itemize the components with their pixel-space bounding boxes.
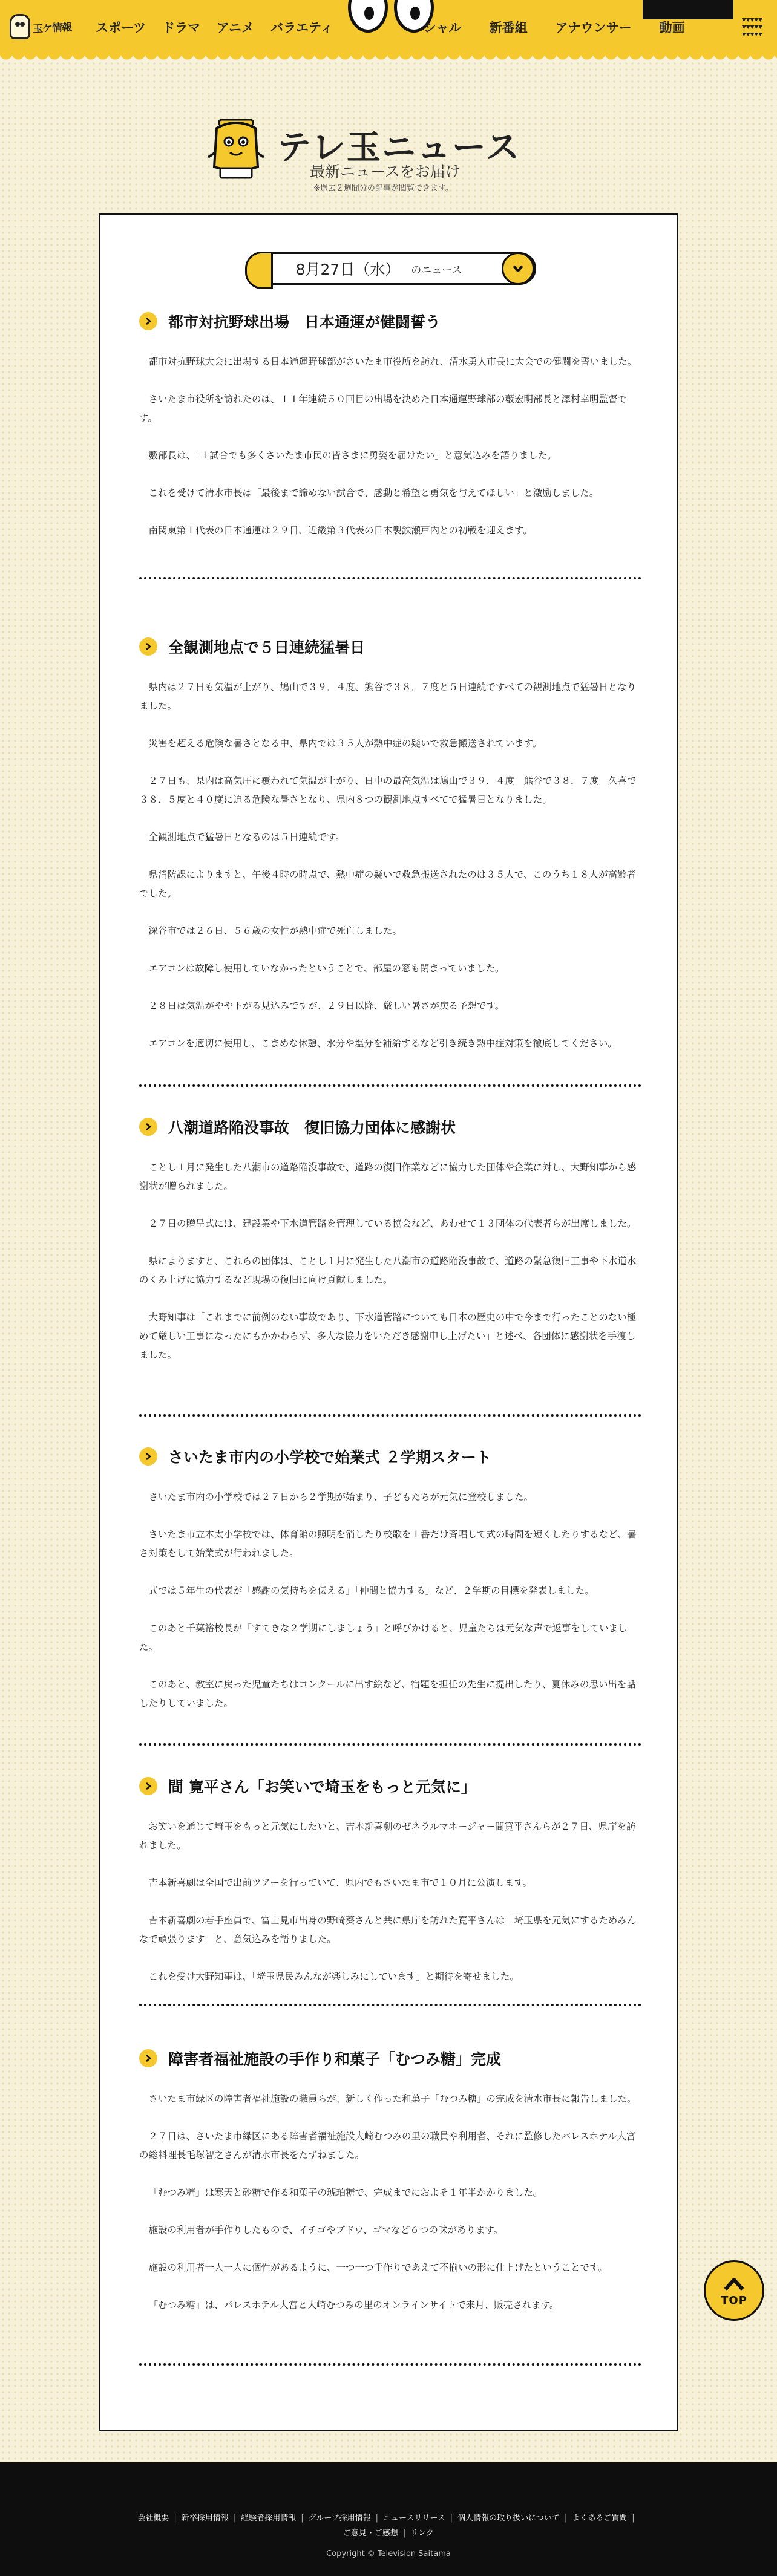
date-selector[interactable] (246, 252, 536, 285)
nav-item-drama[interactable]: ドラマ (162, 21, 201, 35)
page-subtitle: 最新ニュースをお届け (310, 163, 461, 180)
site-logo[interactable] (10, 10, 82, 44)
article-paragraph: 災害を超える危険な暑さとなる中、県内では３５人が熱中症の疑いで救急搬送されています。 (148, 738, 542, 749)
article-body (139, 1818, 641, 1986)
chevron-down-icon[interactable] (502, 252, 534, 285)
article-paragraph: ２７日は、さいたま市緑区にある障害者福祉施設大崎むつみの里の職員や利用者、それに監修したパレスホテル大宮の総料理長毛塚智之さんが清水市長をたずねました。 (139, 2131, 636, 2160)
eye-icon (348, 0, 388, 33)
article-body (139, 1488, 641, 1713)
article-paragraph: 県消防課によりますと、午後４時の時点で、熱中症の疑いで救急搬送されたのは３５人で、このうち１８人が高齢者でした。 (139, 869, 636, 899)
chevron-right-icon (139, 2049, 157, 2067)
archive-note: ※過去２週間分の記事が閲覧できます。 (313, 184, 453, 193)
divider (139, 2363, 641, 2366)
nav-item-videos[interactable]: 動画 (659, 21, 685, 35)
article-body (139, 1158, 641, 1365)
article-paragraph: さいたま市緑区の障害者福祉施設の職員らが、新しく作った和菓子「むつみ糖」の完成を清水市長に報告しました。 (148, 2093, 637, 2104)
nav-item-special[interactable]: シャル (424, 21, 462, 35)
nav-menu-left (96, 13, 349, 41)
article-paragraph: このあと千葉裕校長が「すてきな２学期にしましょう」と呼びかけると、児童たちは元気な声で返事をしていました。 (139, 1623, 628, 1652)
footer-links: 会社概要 | 新卒採用情報 | 経験者採用情報 | グループ採用情報 | ニュースリリース | 個人情報の取り扱いについて | よくあるご質問 | ご意見・ご感想 | リンク (137, 2514, 635, 2538)
footer (0, 2462, 777, 2576)
news-article (139, 636, 641, 1053)
news-article (139, 1446, 641, 1713)
divider (139, 1414, 641, 1417)
chevron-right-icon (139, 1118, 157, 1136)
article-paragraph: 「むつみ糖」は寒天と砂糖で作る和菓子の琥珀糖で、完成までにおよそ１年半かかりました。 (148, 2187, 543, 2198)
article-paragraph: 南関東第１代表の日本通運は２９日、近畿第３代表の日本製鉄瀬戸内との初戦を迎えます。 (148, 525, 533, 536)
page-header (0, 109, 777, 206)
nav-item-anime[interactable]: アニメ (217, 21, 255, 35)
article-paragraph: エアコンは故障し使用していなかったということで、部屋の窓も閉まっていました。 (148, 963, 505, 974)
divider (139, 1084, 641, 1087)
article-body (139, 2090, 641, 2315)
chevron-right-icon (139, 1447, 157, 1466)
nav-item-announcers[interactable]: アナウンサー (555, 21, 632, 35)
nav-item-new-programs[interactable]: 新番組 (489, 21, 528, 35)
article-paragraph: このあと、教室に戻った児童たちはコンクールに出す絵など、宿題を担任の先生に提出したり、夏休みの思い出を話したりしていました。 (139, 1679, 636, 1709)
footer-link-group-recruit[interactable]: グループ採用情報 (308, 2514, 371, 2523)
article-paragraph: 全観測地点で猛暑日となるのは５日連続です。 (148, 832, 345, 843)
footer-link-feedback[interactable]: ご意見・ご感想 (343, 2529, 398, 2538)
divider (139, 577, 641, 579)
article-title[interactable]: 障害者福祉施設の手作り和菓子「むつみ糖」完成 (139, 2047, 641, 2069)
article-title[interactable]: 都市対抗野球出場 日本通運が健闘誓う (139, 310, 641, 332)
divider (139, 2004, 641, 2006)
article-paragraph: 大野知事は「これまでに前例のない事故であり、下水道管路についても日本の歴史の中で今まで行ったことのない極めて厳しい工事になったにもかかわらず、多大な協力をいただき感謝申し上げたい」と述べ、各団体に感謝状を手渡しました。 (139, 1312, 637, 1360)
article-paragraph: ２７日も、県内は高気圧に覆われて気温が上がり、日中の最高気温は鳩山で３９．４度 熊谷で３８．７度 久喜で３８．５度と４０度に迫る危険な暑さとなり、県内８つの観測地点すべてで猛暑日となりました。 (139, 775, 637, 805)
article-title[interactable]: 間 寛平さん「お笑いで埼玉をもっと元気に」 (139, 1775, 641, 1797)
footer-link-experienced-recruit[interactable]: 経験者採用情報 (241, 2514, 297, 2523)
article-paragraph: ことし１月に発生した八潮市の道路陥没事故で、道路の復旧作業などに協力した団体や企業に対し、大野知事から感謝状が贈られました。 (139, 1162, 637, 1192)
article-paragraph: これを受けて清水市長は「最後まで諦めない試合で、感動と希望と勇気を与えてほしい」と激励しました。 (148, 487, 599, 498)
news-article (139, 1116, 641, 1365)
article-paragraph: 県内は２７日も気温が上がり、鳩山で３９．４度、熊谷で３８．７度と５日連続ですべての観測地点で猛暑日となりました。 (139, 682, 637, 711)
article-paragraph: 深谷市では２６日、５６歳の女性が熱中症で死亡しました。 (148, 925, 402, 936)
news-article (139, 2047, 641, 2315)
article-paragraph: 藪部長は、「１試合でも多くさいたま市民の皆さまに勇姿を届けたい」と意気込みを語りました。 (148, 450, 557, 461)
back-to-top-button[interactable] (704, 2260, 764, 2321)
chevron-right-icon (139, 312, 157, 330)
article-paragraph: お笑いを通じて埼玉をもっと元気にしたいと、吉本新喜劇のゼネラルマネージャー間寛平さんらが２７日、県庁を訪れました。 (139, 1821, 636, 1851)
nav-item-sports[interactable]: スポーツ (96, 21, 146, 35)
article-paragraph: ２８日は気温がやや下がる見込みですが、２９日以降、厳しい暑さが戻る予想です。 (148, 1000, 505, 1011)
nav-item-variety[interactable]: バラエティ (270, 21, 333, 35)
article-paragraph: さいたま市役所を訪れたのは、１１年連続５０回目の出場を決めた日本通運野球部の藪宏明部長と澤村幸明監督です。 (139, 394, 628, 423)
header-black-bar (643, 0, 733, 19)
footer-link-links[interactable]: リンク (410, 2529, 434, 2538)
article-paragraph: ２７日の贈呈式には、建設業や下水道管路を管理している協会など、あわせて１３団体の代表者らが出席しました。 (148, 1218, 637, 1229)
article-paragraph: エアコンを適切に使用し、こまめな休憩、水分や塩分を補給するなど引き続き熱中症対策を徹底してください。 (148, 1038, 617, 1049)
article-paragraph: 施設の利用者一人一人に個性があるように、一つ一つ手作りであえて不揃いの形に仕上げたということです。 (148, 2262, 608, 2273)
page-title: テレ玉ニュース (277, 128, 521, 168)
article-title[interactable]: さいたま市内の小学校で始業式 ２学期スタート (139, 1446, 641, 1467)
article-paragraph: 施設の利用者が手作りしたもので、イチゴやブドウ、ゴマなど６つの味があります。 (148, 2225, 503, 2235)
chevron-right-icon (139, 1777, 157, 1795)
article-paragraph: 「むつみ糖」は、パレスホテル大宮と大崎むつみの里のオンラインサイトで来月、販売されます。 (148, 2300, 559, 2310)
footer-link-privacy[interactable]: 個人情報の取り扱いについて (457, 2514, 560, 2523)
article-paragraph: 吉本新喜劇の若手座員で、富士見市出身の野崎葵さんと共に県庁を訪れた寛平さんは「埼玉県を元気にするためみんなで頑張ります」と、意気込みを語りました。 (139, 1915, 637, 1945)
article-paragraph: 都市対抗野球大会に出場する日本通運野球部がさいたま市役所を訪れ、清水勇人市長に大会での健闘を誓いました。 (148, 356, 637, 367)
footer-link-company[interactable]: 会社概要 (137, 2514, 169, 2523)
selected-date: 8月27日（水） (295, 261, 401, 278)
footer-link-new-grad-recruit[interactable]: 新卒採用情報 (181, 2514, 229, 2523)
mascot-icon (10, 14, 30, 39)
article-body (139, 678, 641, 1053)
article-paragraph: 吉本新喜劇は全国で出前ツアーを行っていて、県内でもさいたま市で１０月に公演します。 (148, 1877, 532, 1888)
footer-link-news-release[interactable]: ニュースリリース (382, 2514, 445, 2523)
article-title[interactable]: 全観測地点で５日連続猛暑日 (139, 636, 641, 657)
article-paragraph: さいたま市内の小学校では２７日から２学期が始まり、子どもたちが元気に登校しました。 (148, 1492, 534, 1502)
chevron-right-icon (139, 637, 157, 656)
news-article (139, 310, 641, 540)
date-suffix: のニュース (411, 264, 462, 276)
copyright: Copyright © Television Saitama (326, 2549, 451, 2558)
article-title[interactable]: 八潮道路陥没事故 復旧協力団体に感謝状 (139, 1116, 641, 1138)
news-panel (99, 213, 678, 2431)
article-paragraph: さいたま市立本太小学校では、体育館の照明を消したり校歌を１番だけ斉唱して式の時間を短くしたりするなど、暑さ対策をして始業式が行われました。 (139, 1529, 637, 1559)
footer-link-faq[interactable]: よくあるご質問 (572, 2514, 628, 2523)
article-body (139, 353, 641, 540)
logo-text: 玉ケ情報 (32, 21, 72, 36)
back-to-top-label: TOP (721, 2294, 747, 2307)
menu-icon[interactable] (738, 16, 766, 39)
mascot-icon (206, 115, 266, 181)
top-nav (0, 0, 777, 54)
date-dropdown[interactable] (246, 252, 536, 285)
article-paragraph: これを受け大野知事は、「埼玉県民みんなが楽しみにしています」と期待を寄せました。 (148, 1971, 519, 1982)
article-paragraph: 式では５年生の代表が「感謝の気持ちを伝える」「仲間と協力する」など、２学期の目標を発表しました。 (148, 1585, 594, 1596)
article-paragraph: 県によりますと、これらの団体は、ことし１月に発生した八潮市の道路陥没事故で、道路の緊急復旧工事や下水道水のくみ上げに協力するなど現場の復旧に向け貢献しました。 (139, 1256, 637, 1285)
news-article (139, 1775, 641, 1986)
chevron-up-icon (722, 2275, 746, 2293)
divider (139, 1743, 641, 1746)
